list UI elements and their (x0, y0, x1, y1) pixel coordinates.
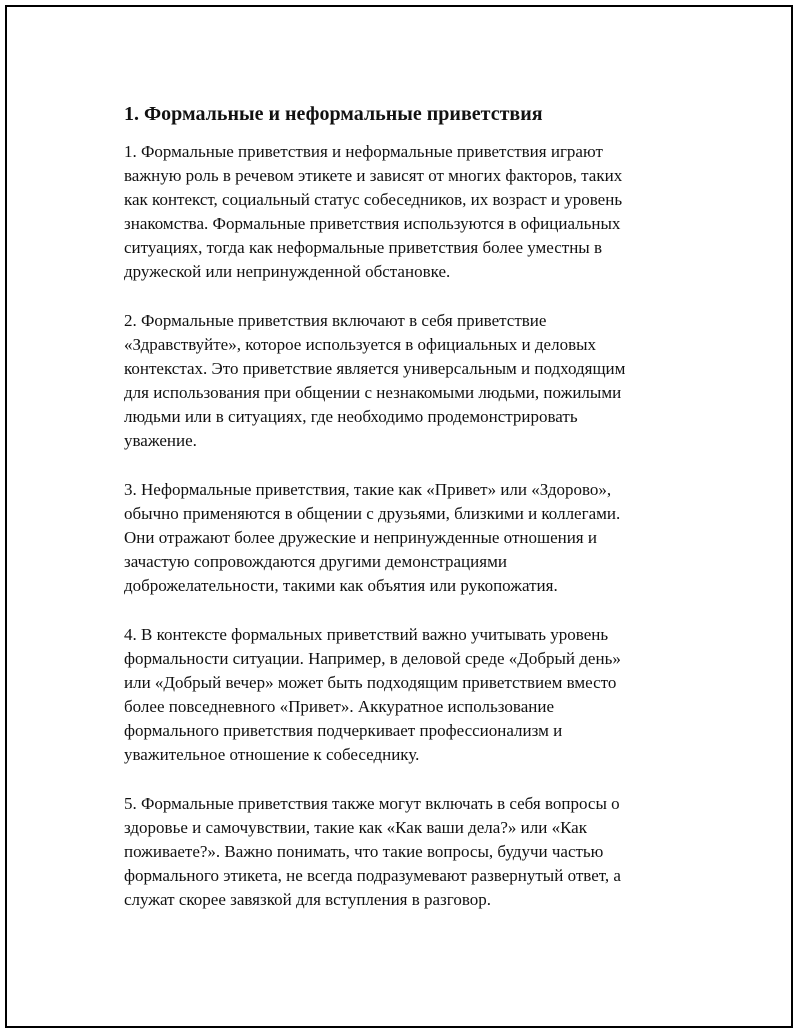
paragraph-line: как контекст, социальный статус собеседников, их возраст и уровень (124, 190, 623, 209)
page-frame (5, 5, 793, 1028)
paragraph-line: для использования при общении с незнакомыми людьми, пожилыми (124, 383, 622, 402)
paragraph-line: людьми или в ситуациях, где необходимо продемонстрировать (124, 407, 578, 426)
paragraph-1 (124, 140, 690, 284)
paragraph-line: 2. Формальные приветствия включают в себя приветствие (124, 311, 547, 330)
paragraph-line: здоровье и самочувствии, такие как «Как ваши дела?» или «Как (124, 818, 587, 837)
page-title: 1. Формальные и неформальные приветствия (124, 103, 543, 125)
paragraph-line: дружеской или непринужденной обстановке. (124, 262, 451, 281)
paragraph-line: доброжелательности, такими как объятия или рукопожатия. (124, 576, 558, 595)
paragraph-line: обычно применяются в общении с друзьями, близкими и коллегами. (124, 504, 621, 523)
document-content (124, 102, 690, 937)
paragraph-4 (124, 623, 690, 767)
paragraph-line: формальности ситуации. Например, в деловой среде «Добрый день» (124, 649, 621, 668)
paragraph-line: Они отражают более дружеские и непринужденные отношения и (124, 528, 597, 547)
paragraph-line: 4. В контексте формальных приветствий важно учитывать уровень (124, 625, 609, 644)
paragraph-line: 1. Формальные приветствия и неформальные приветствия играют (124, 142, 603, 161)
paragraph-5 (124, 792, 690, 912)
paragraph-line: более повседневного «Привет». Аккуратное использование (124, 697, 554, 716)
paragraph-line: служат скорее завязкой для вступления в разговор. (124, 890, 491, 909)
paragraph-line: контекстах. Это приветствие является универсальным и подходящим (124, 359, 626, 378)
paragraph-line: уважение. (124, 431, 197, 450)
paragraph-line: 5. Формальные приветствия также могут включать в себя вопросы о (124, 794, 620, 813)
paragraph-line: 3. Неформальные приветствия, такие как «Привет» или «Здорово», (124, 480, 612, 499)
paragraph-line: формального этикета, не всегда подразумевают развернутый ответ, а (124, 866, 621, 885)
paragraph-line: формального приветствия подчеркивает профессионализм и (124, 721, 563, 740)
paragraph-line: ситуациях, тогда как неформальные приветствия более уместны в (124, 238, 603, 257)
paragraph-line: зачастую сопровождаются другими демонстрациями (124, 552, 507, 571)
paragraph-line: уважительное отношение к собеседнику. (124, 745, 420, 764)
paragraph-line: знакомства. Формальные приветствия используются в официальных (124, 214, 621, 233)
paragraph-line: «Здравствуйте», которое используется в официальных и деловых (124, 335, 597, 354)
paragraph-line: важную роль в речевом этикете и зависят от многих факторов, таких (124, 166, 623, 185)
paragraph-line: поживаете?». Важно понимать, что такие вопросы, будучи частью (124, 842, 604, 861)
paragraph-3 (124, 478, 690, 598)
paragraph-2 (124, 309, 690, 453)
paragraph-line: или «Добрый вечер» может быть подходящим приветствием вместо (124, 673, 617, 692)
